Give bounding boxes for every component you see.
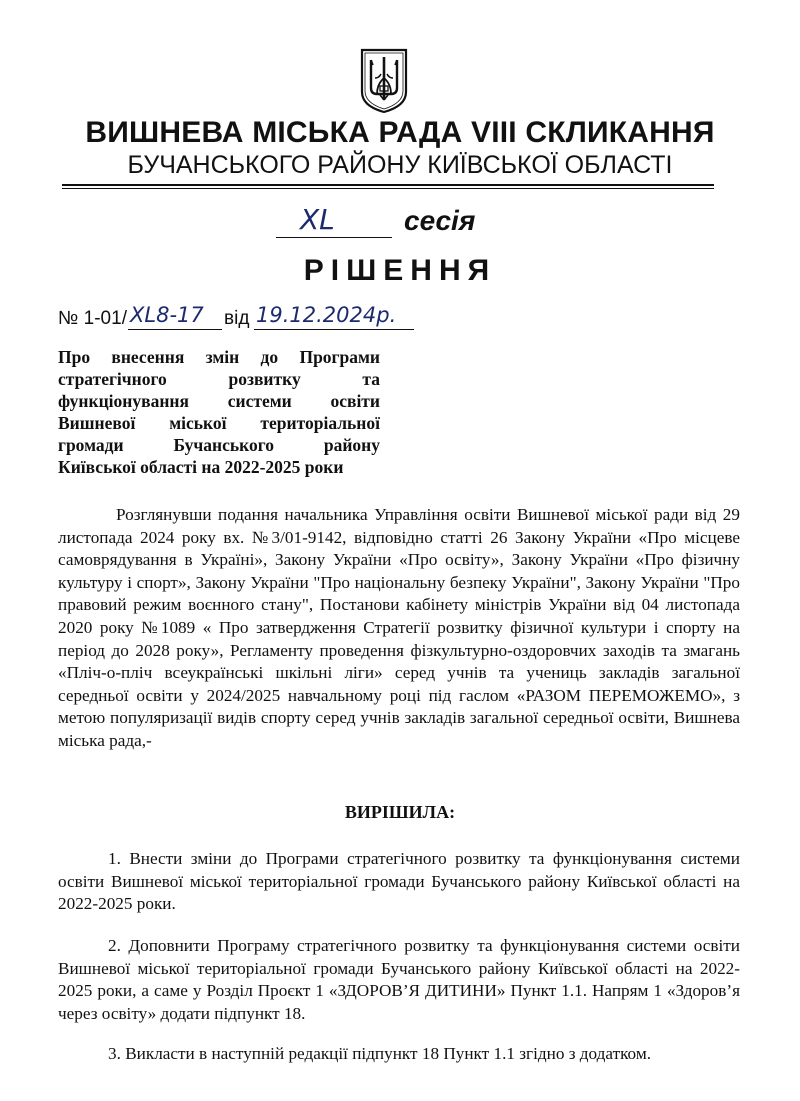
subject-line: Вишневої міської територіальної bbox=[58, 413, 380, 433]
header-divider bbox=[62, 184, 714, 186]
decision-item-3: 3. Викласти в наступній редакції підпункт 18 Пункт 1.1 згідно з додатком. bbox=[108, 1044, 651, 1063]
decision-number-underline bbox=[128, 329, 222, 330]
subject-line: Про внесення змін до Програми bbox=[58, 347, 380, 367]
subject-line: функціонування системи освіти bbox=[58, 391, 380, 411]
trident-coat-of-arms-icon bbox=[359, 48, 409, 114]
subject-line: стратегічного розвитку та bbox=[58, 369, 380, 389]
council-title: ВИШНЕВА МІСЬКА РАДА VIII СКЛИКАННЯ bbox=[85, 116, 715, 149]
decision-number-handwritten: XL8-17 bbox=[130, 303, 204, 327]
decision-title: РІШЕННЯ bbox=[303, 254, 497, 287]
decision-date-handwritten: 19.12.2024р. bbox=[256, 303, 397, 327]
decision-number-prefix: № 1-01/ bbox=[58, 308, 127, 329]
decision-subject bbox=[58, 346, 380, 478]
date-label: від bbox=[224, 308, 250, 329]
decision-date-underline bbox=[254, 329, 414, 330]
decision-item-1: 1. Внести зміни до Програми стратегічного розвитку та функціонування системи освіти Вишневої міської територіальної громади Бучанського району Київської області на 2022-2025 роки. bbox=[58, 849, 740, 914]
resolved-heading: ВИРІШИЛА: bbox=[344, 802, 456, 822]
session-label: сесія bbox=[404, 205, 476, 236]
decision-number-line bbox=[58, 305, 458, 333]
subject-line: громади Бучанського району bbox=[58, 435, 380, 455]
preamble-paragraph: Розглянувши подання начальника Управління освіти Вишневої міської ради від 29 листопада 2024 року вх. №3/01-9142, відповідно статті 26 Закону України «Про місцеве самоврядування в Україні», Закону України «Про освіту», Закону України «Про фізичну культуру і спорт», Закону України "Про національну безпеку України", Закону України "Про правовий режим воєнного стану", Постанови кабінету міністрів України від 04 листопада 2020 року №1089 « Про затвердження Стратегії розвитку фізичної культури і спорту на період до 2028 року», Регламенту проведення фізкультурно-оздоровчих заходів та змагань «Пліч-о-пліч всеукраїнські шкільні ліги» серед учнів та учениць закладів загальної середньої освіти у 2024/2025 навчальному році під гаслом «РАЗОМ ПЕРЕМОЖЕМО», з метою популяризації видів спорту серед учнів закладів загальної середньої освіти, Вишнева міська рада,- bbox=[58, 505, 740, 750]
session-line bbox=[276, 203, 526, 243]
subject-line: Київської області на 2022-2025 роки bbox=[58, 457, 344, 477]
header-divider-thin bbox=[62, 188, 714, 189]
council-subtitle: БУЧАНСЬКОГО РАЙОНУ КИЇВСЬКОЇ ОБЛАСТІ bbox=[127, 151, 673, 179]
decision-item-2: 2. Доповнити Програму стратегічного розвитку та функціонування системи освіти Вишневої міської територіальної громади Бучанського району Київської області на 2022-2025 роки, а саме у Розділ Проєкт 1 «ЗДОРОВ’Я ДИТИНИ» Пункт 1.1. Напрям 1 «Здоров’я через освіту» додати підпункт 18. bbox=[58, 936, 740, 1023]
session-number-handwritten: XL bbox=[300, 203, 335, 236]
